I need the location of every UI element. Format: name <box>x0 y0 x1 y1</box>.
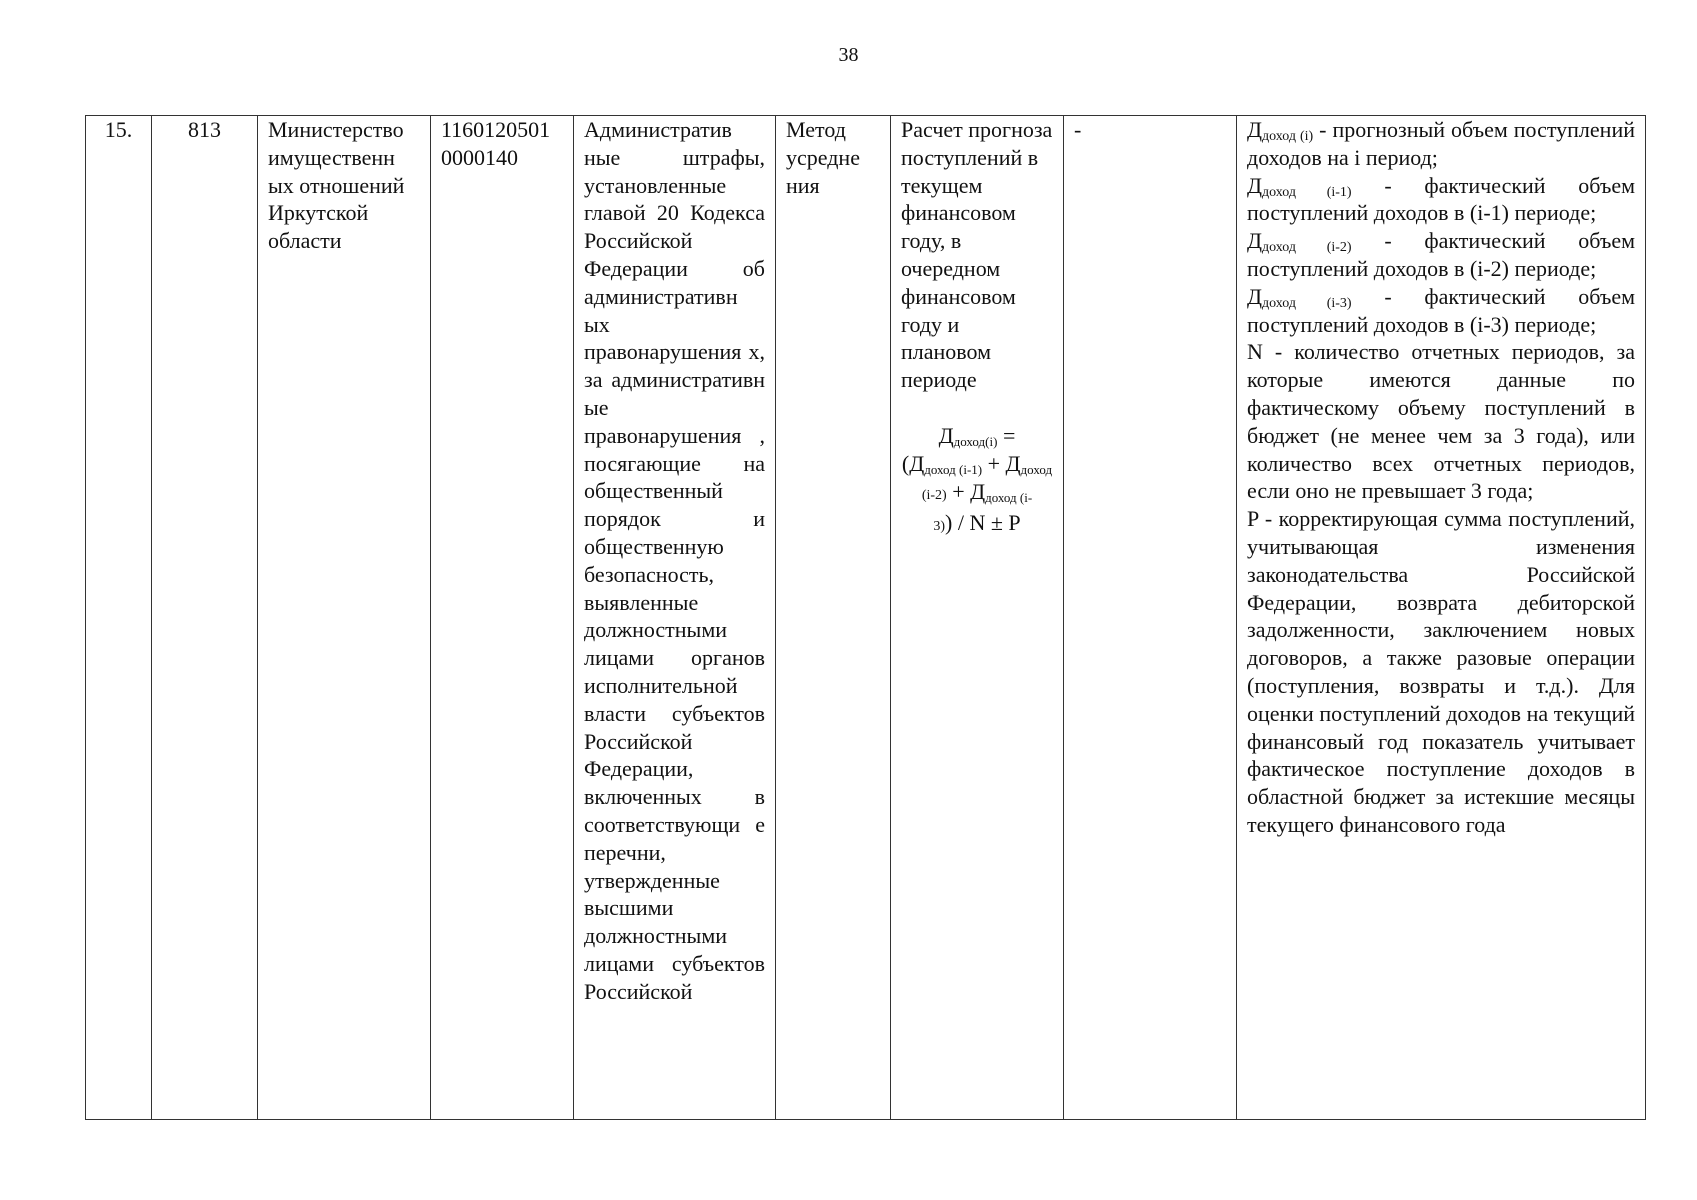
revenue-name: Административ ные штрафы, установленные главой 20 Кодекса Российской Федерации об административн ых правонарушения х, за административн ые правонарушения , посягающие на общественный порядок и общественную безопасность, выявленные должностными лицами органов исполнительной власти субъектов Российской Федерации, включенных в соответствующи е перечни, утвержденные высшими должностными лицами субъектов Российской <box>574 116 776 1120</box>
definition-item: P - корректирующая сумма поступлений, учитывающая изменения законодательства Российской Федерации, возврата дебиторской задолженности, заключением новых договоров, а также разовые операции (поступления, возвраты и т.д.). Для оценки поступлений доходов на текущий финансовый год показатель учитывает фактическое поступление доходов в областной бюджет за истекшие месяцы текущего финансового года <box>1247 506 1635 837</box>
definition-item: $Д_{доход (i-3)}$ - фактический объем поступлений доходов в (i-3) периоде; <box>1247 283 1636 337</box>
admin-code: 813 <box>152 116 258 1120</box>
definition-item: $Д_{доход (i-2)}$ - фактический объем поступлений доходов в (i-2) периоде; <box>1247 228 1636 281</box>
definition-item: $Д_{доход (i)}$ - прогнозный объем поступлений доходов на i период; <box>1247 117 1635 170</box>
calc-description: Расчет прогноза поступлений в текущем финансовом году, в очередном финансовом году и плановом периоде <box>901 117 1053 393</box>
forecast-table <box>85 115 1646 1120</box>
definition-item: $Д_{доход (i-1)}$ - фактический объем поступлений доходов в (i-1) периоде; <box>1247 172 1636 226</box>
kbk-code: 1160120501 0000140 <box>431 116 574 1120</box>
calc-description-cell <box>891 116 1064 1120</box>
forecast-method: Метод усредне ния <box>776 116 891 1120</box>
table-row <box>86 116 1646 1120</box>
definition-item: N - количество отчетных периодов, за которые имеются данные по фактическому объему поступлений в бюджет (не менее чем за 3 года), или количество всех отчетных периодов, если оно не превышает 3 года; <box>1247 339 1635 504</box>
administrator-name: Министерство имущественн ых отношений Иркутской области <box>258 116 431 1120</box>
row-number: 15. <box>86 116 152 1120</box>
page-number: 38 <box>838 44 859 66</box>
algorithm-cell: - <box>1064 116 1237 1120</box>
forecast-formula: $Д_{доход(i)}$ = ($Д_{доход (i-1)} + Д_{доход}$ $(i-2) + Д_{доход (i-}$ 3)) / N ± P <box>901 422 1053 536</box>
definitions-cell <box>1237 116 1646 1120</box>
